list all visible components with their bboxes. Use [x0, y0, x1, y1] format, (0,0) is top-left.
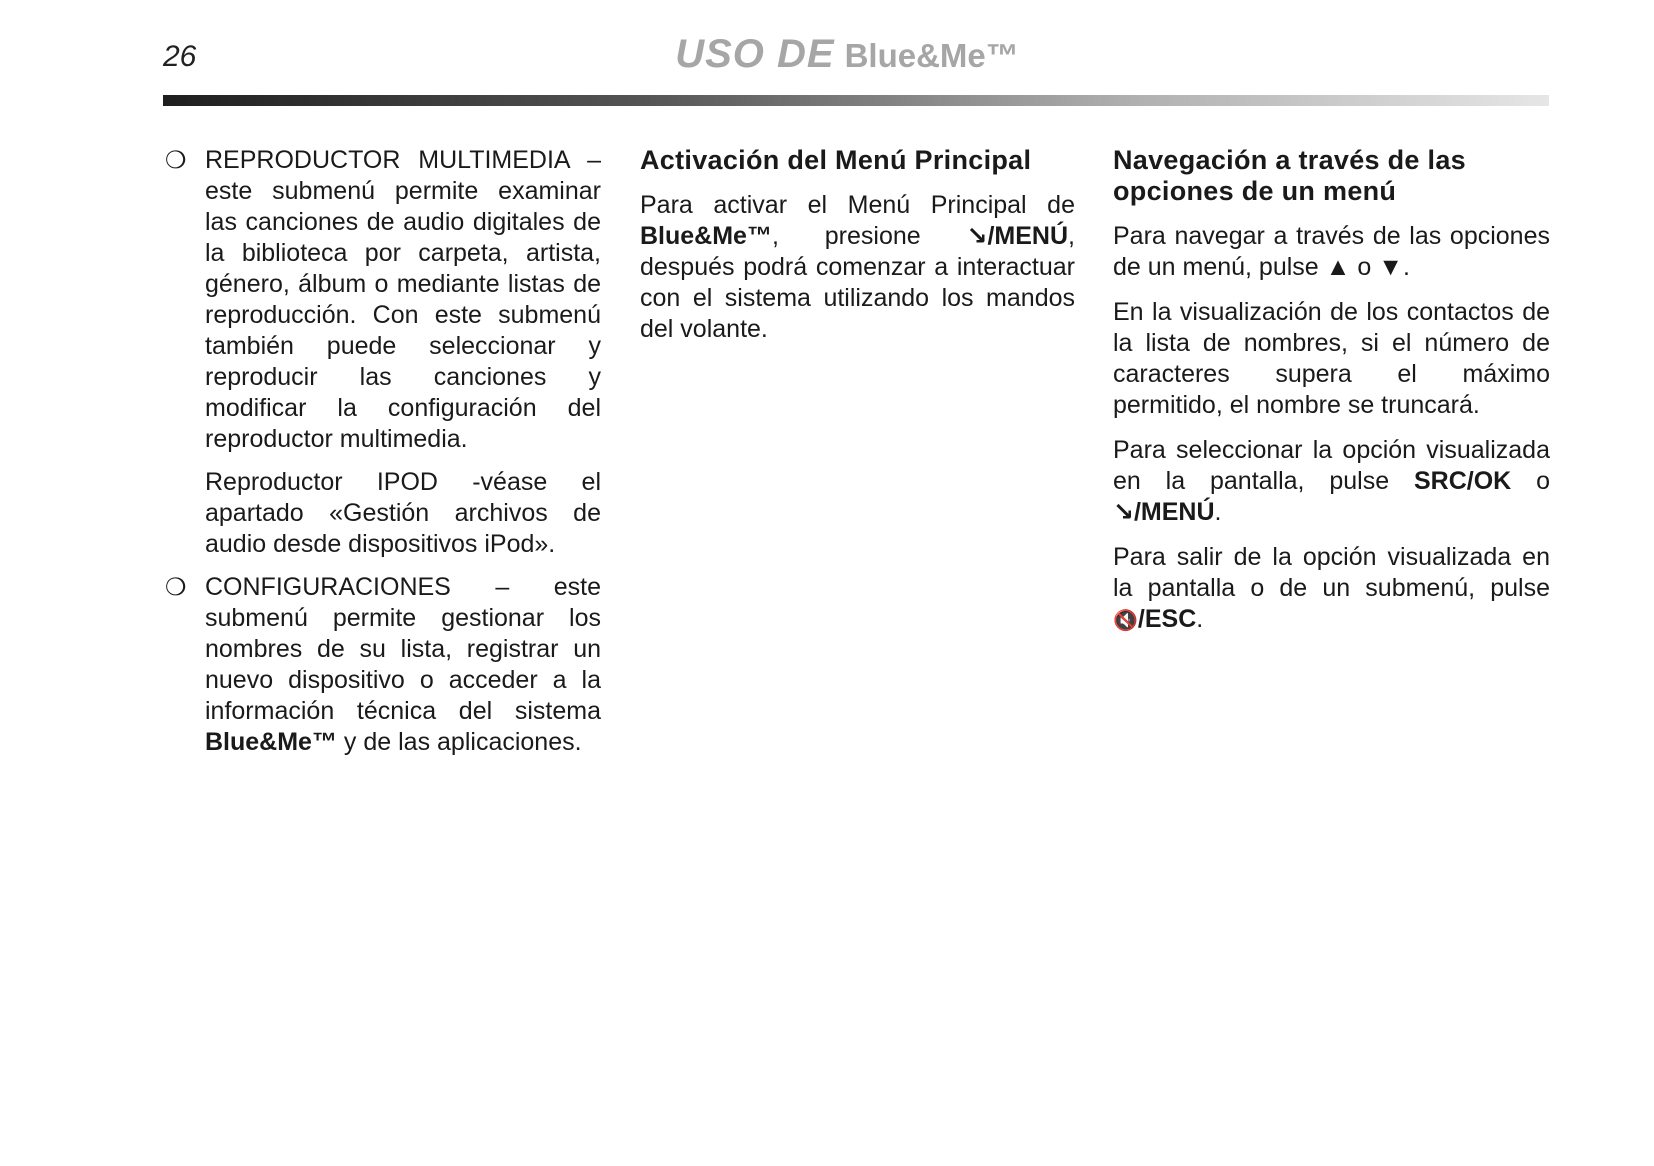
src-ok-key-label: SRC/OK	[1414, 467, 1512, 495]
section-heading: Activación del Menú Principal	[640, 145, 1032, 175]
text: .	[1402, 253, 1410, 281]
paragraph	[1113, 542, 1550, 637]
list-item	[163, 572, 601, 758]
text: Para navegar a través de las opciones de un menú, pulse	[1113, 222, 1550, 281]
menu-key-label: ↘/MENÚ	[1113, 498, 1215, 526]
title-rule	[163, 95, 1549, 106]
column-middle	[640, 145, 1075, 359]
page-title-part1: USO DE	[675, 32, 835, 76]
brand-name: Blue&Me™	[640, 222, 772, 250]
bullet-icon: ❍	[165, 574, 187, 601]
text: Para seleccionar la opción visualizada en la pantalla, pulse	[1113, 436, 1550, 495]
text: , presione	[771, 222, 921, 250]
list-item-text: REPRODUCTOR MULTIMEDIA – este submenú permite examinar las canciones de audio digitales de la biblioteca por carpeta, artista, género, álbum o mediante listas de reproducción. Con este submenú también puede seleccionar y reproducir las canciones y modificar la configuración del reproductor multimedia.	[205, 146, 601, 453]
text: .	[1214, 498, 1222, 526]
text: o	[1536, 467, 1550, 495]
list-item	[163, 145, 601, 455]
list-item-text: CONFIGURACIONES – este submenú permite gestionar los nombres de su lista, registrar un nuevo dispositivo o acceder a la información técnica del sistema	[205, 573, 601, 725]
text: o	[1357, 253, 1372, 281]
text: , después podrá comenzar a interactuar con el sistema utilizando los mandos del volante.	[640, 222, 1075, 343]
brand-name: Blue&Me™	[205, 728, 337, 756]
column-right	[1113, 145, 1550, 651]
menu-key-label: ↘/MENÚ	[966, 222, 1069, 250]
esc-key-label	[1113, 605, 1196, 633]
text: .	[1196, 605, 1204, 633]
paragraph: En la visualización de los contactos de la lista de nombres, si el número de caracteres supera el máximo permitido, el nombre se truncará.	[1113, 298, 1550, 419]
up-arrow-icon: ▲	[1325, 253, 1351, 281]
column-left	[163, 145, 601, 770]
esc-text: /ESC	[1137, 605, 1197, 633]
bullet-icon: ❍	[165, 147, 187, 174]
text: Para salir de la opción visualizada en la pantalla o de un submenú, pulse	[1113, 543, 1550, 602]
paragraph	[1113, 221, 1550, 283]
paragraph	[640, 190, 1075, 345]
mute-icon: 🔇	[1113, 610, 1138, 632]
text: Para activar el Menú Principal de	[640, 191, 1075, 219]
down-arrow-icon: ▼	[1378, 253, 1403, 281]
ipod-note: Reproductor IPOD -véase el apartado «Gestión archivos de audio desde dispositivos iPod».	[205, 468, 601, 558]
section-heading: Navegación a través de las opciones de un menú	[1113, 145, 1466, 206]
page-number: 26	[163, 40, 197, 73]
page-title	[0, 32, 1654, 77]
paragraph	[1113, 435, 1550, 528]
list-item-text-tail: y de las aplicaciones.	[343, 728, 582, 756]
page-title-part2: Blue&Me™	[844, 37, 1019, 74]
